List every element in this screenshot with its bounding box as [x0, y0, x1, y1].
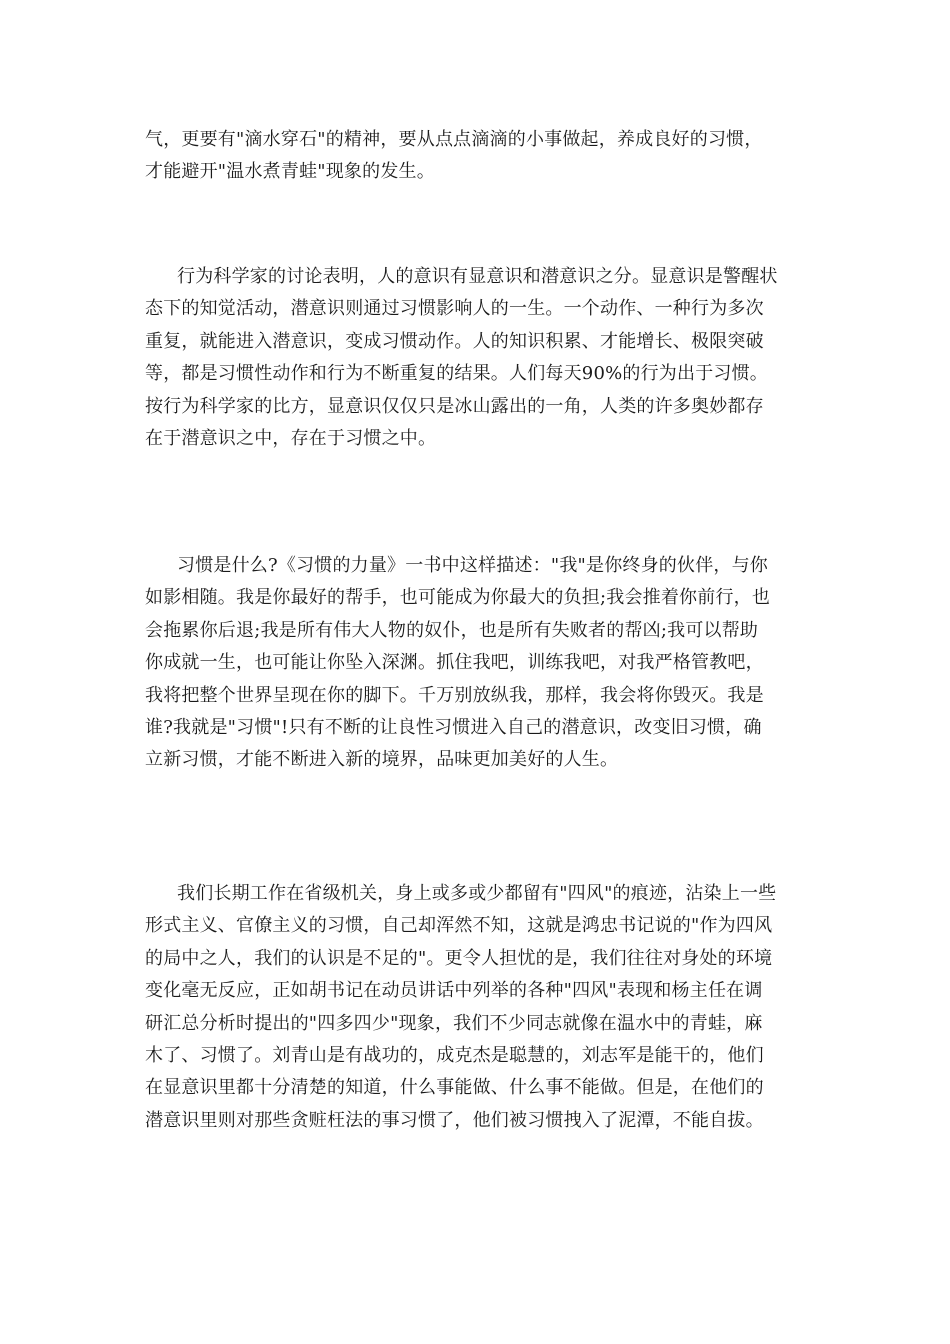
paragraph-2: [145, 261, 813, 455]
paragraph-line: 谁?我就是"习惯"!只有不断的让良性习惯进入自己的潜意识，改变旧习惯，确: [145, 717, 762, 739]
paragraph-line: 才能避开"温水煮青蛙"现象的发生。: [145, 161, 435, 183]
paragraph-line: 会拖累你后退;我是所有伟大人物的奴仆，也是所有失败者的帮凶;我可以帮助: [145, 619, 759, 641]
paragraph-line: 气，更要有"滴水穿石"的精神，要从点点滴滴的小事做起，养成良好的习惯，: [145, 129, 763, 150]
paragraph-line: 变化毫无反应，正如胡书记在动员讲话中列举的各种"四风"表现和杨主任在调: [145, 980, 763, 1002]
paragraph-line: 立新习惯，才能不断进入新的境界，品味更加美好的人生。: [145, 749, 619, 771]
paragraph-line: 研汇总分析时提出的"四多四少"现象，我们不少同志就像在温水中的青蛙，麻: [145, 1012, 763, 1034]
paragraph-line: 我们长期工作在省级机关，身上或多或少都留有"四风"的痕迹，沾染上一些: [177, 883, 777, 904]
paragraph-line: 等，都是习惯性动作和行为不断重复的结果。人们每天90%的行为出于习惯。: [145, 363, 769, 385]
paragraph-line: 如影相随。我是你最好的帮手，也可能成为你最大的负担;我会推着你前行，也: [145, 587, 771, 609]
paragraph-line: 按行为科学家的比方，显意识仅仅只是冰山露出的一角，人类的许多奥妙都存: [145, 395, 764, 417]
paragraph-4: [145, 878, 813, 1137]
paragraph-line: 重复，就能进入潜意识，变成习惯动作。人的知识积累、才能增长、极限突破: [145, 330, 764, 352]
paragraph-1: [145, 124, 813, 189]
paragraph-line: 习惯是什么?《习惯的力量》一书中这样描述："我"是你终身的伙伴，与你: [177, 555, 769, 576]
paragraph-line: 在于潜意识之中，存在于习惯之中。: [145, 428, 437, 450]
paragraph-line: 在显意识里都十分清楚的知道，什么事能做、什么事不能做。但是，在他们的: [145, 1077, 764, 1099]
paragraph-line: 我将把整个世界呈现在你的脚下。千万别放纵我，那样，我会将你毁灭。我是: [145, 684, 764, 706]
paragraph-line: 形式主义、官僚主义的习惯，自己却浑然不知，这就是鸿忠书记说的"作为四风: [145, 915, 773, 937]
paragraph-line: 你成就一生，也可能让你坠入深渊。抓住我吧，训练我吧，对我严格管教吧，: [145, 652, 764, 674]
paragraph-line: 的局中之人，我们的认识是不足的"。更令人担忧的是，我们往往对身处的环境: [145, 947, 773, 969]
paragraph-line: 潜意识里则对那些贪赃枉法的事习惯了，他们被习惯拽入了泥潭，不能自拔。: [145, 1109, 764, 1131]
paragraph-line: 态下的知觉活动，潜意识则通过习惯影响人的一生。一个动作、一种行为多次: [145, 298, 764, 320]
paragraph-line: 木了、习惯了。刘青山是有战功的，成克杰是聪慧的，刘志军是能干的，他们: [145, 1045, 764, 1067]
paragraph-3: [145, 550, 813, 777]
paragraph-line: 行为科学家的讨论表明，人的意识有显意识和潜意识之分。显意识是警醒状: [177, 266, 778, 287]
